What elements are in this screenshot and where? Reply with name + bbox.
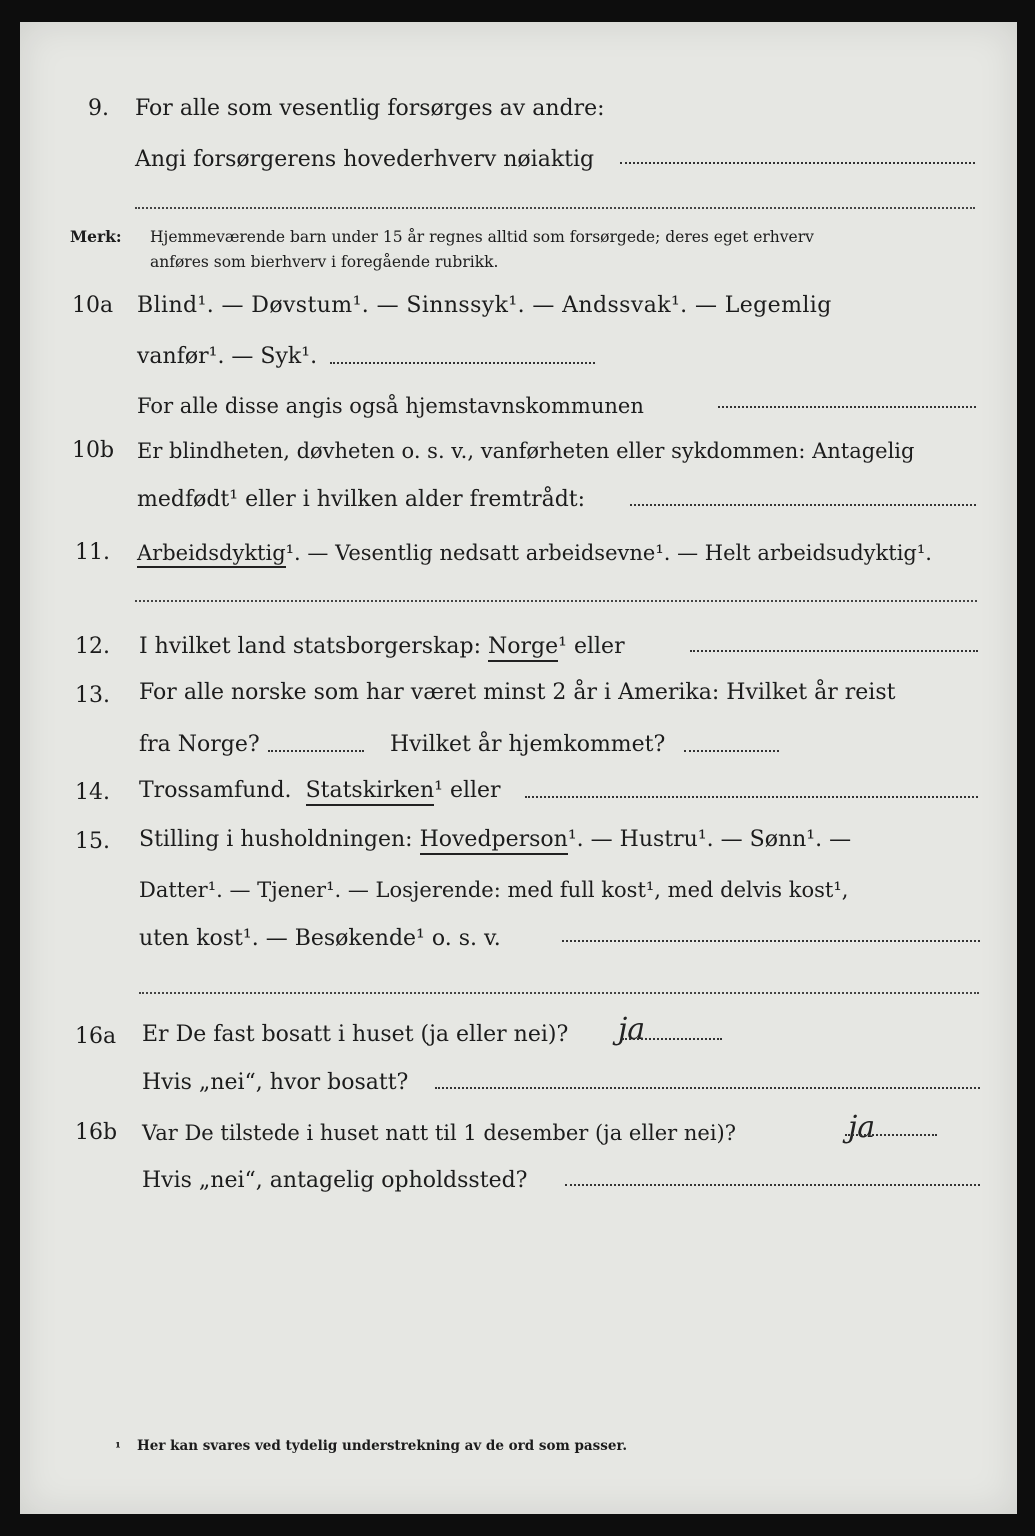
q13-reist-line[interactable] [268,750,364,752]
q10a-number: 10a [72,293,114,318]
q10a-text-1: Blind¹. — Døvstum¹. — Sinnssyk¹. — Andssvak¹. — Legemlig [137,293,832,318]
footnote-text: Her kan svares ved tydelig understrekning av de ord som passer. [137,1438,628,1454]
note-text-1: Hjemmeværende barn under 15 år regnes alltid som forsørgede; deres eget erhverv [150,228,814,246]
q12-number: 12. [75,634,110,659]
q16a-handwritten-answer: ja [618,1012,646,1047]
q9-prompt: Angi forsørgerens hovederhverv nøiaktig [135,147,595,172]
q9-text: For alle som vesentlig forsørges av andre: [135,96,605,121]
q16a-answer-line[interactable] [622,1038,722,1040]
q11-text [137,540,932,566]
q10a-text-3: For alle disse angis også hjemstavnskommunen [137,394,644,418]
note-text-2: anføres som bierhverv i foregående rubrikk. [150,253,499,271]
q14-label: Trossamfund. [139,778,292,803]
note-label: Merk: [70,227,122,246]
q15-text-3: uten kost¹. — Besøkende¹ o. s. v. [139,926,501,951]
q16b-number: 16b [75,1120,118,1145]
q15-label: Stilling i husholdningen: [139,827,413,852]
q15-extra-line[interactable] [139,992,979,994]
q16a-bosatt-line[interactable] [435,1087,980,1089]
q15-text-2: Datter¹. — Tjener¹. — Losjerende: med full kost¹, med delvis kost¹, [139,878,849,902]
q15-answer-line[interactable] [562,940,980,942]
q13-text-1: For alle norske som har været minst 2 år i Amerika: Hvilket år reist [139,680,896,705]
q9-extra-line[interactable] [135,207,975,209]
q16b-handwritten-answer: ja [848,1110,876,1145]
q16b-text-1: Var De tilstede i huset natt til 1 desember (ja eller nei)? [142,1121,737,1145]
q14-number: 14. [75,780,110,805]
q16b-opholdssted-line[interactable] [565,1184,980,1186]
q9-number: 9. [88,96,109,121]
q13-hjemkommet-line[interactable] [684,750,779,752]
q15-number: 15. [75,829,110,854]
q11-number: 11. [75,540,110,565]
q9-answer-line[interactable] [620,162,975,164]
q12-post: ¹ eller [558,634,625,659]
q10b-answer-line[interactable] [630,504,976,506]
q10b-text-1: Er blindheten, døvheten o. s. v., vanførheten eller sykdommen: Antagelig [137,439,915,463]
q12-text [139,634,625,660]
q14-text [139,778,501,804]
q11-rest: ¹. — Vesentlig nedsatt arbeidsevne¹. — Helt arbeidsudyktig¹. [285,541,932,565]
q12-label: I hvilket land statsborgerskap: [139,634,482,659]
q12-underlined-option[interactable]: Norge [488,634,558,662]
q16a-text-1: Er De fast bosatt i huset (ja eller nei)? [142,1022,569,1047]
q16b-answer-line[interactable] [845,1134,937,1136]
q10b-number: 10b [72,438,115,463]
q11-underlined-option[interactable]: Arbeidsdyktig [137,541,286,568]
q14-underlined-option[interactable]: Statskirken [306,778,435,806]
q10b-text-2: medfødt¹ eller i hvilken alder fremtrådt: [137,487,586,512]
q11-extra-line[interactable] [135,600,977,602]
q10a-text-2: vanfør¹. — Syk¹. [137,344,318,369]
q13-text-2b: Hvilket år hjemkommet? [390,732,666,757]
q16a-text-2: Hvis „nei“, hvor bosatt? [142,1070,409,1095]
q16a-number: 16a [75,1024,117,1049]
q15-text-1 [139,827,851,853]
q12-answer-line[interactable] [690,650,978,652]
q15-underlined-option[interactable]: Hovedperson [420,827,568,855]
q10a-answer-line[interactable] [330,362,595,364]
q10a-kommune-line[interactable] [718,406,976,408]
q16b-text-2: Hvis „nei“, antagelig opholdssted? [142,1168,528,1193]
footnote-mark: ¹ [115,1440,121,1456]
q14-post: ¹ eller [434,778,501,803]
q14-answer-line[interactable] [525,796,978,798]
q13-number: 13. [75,683,110,708]
q13-text-2a: fra Norge? [139,732,260,757]
q15-post: ¹. — Hustru¹. — Sønn¹. — [567,827,852,852]
